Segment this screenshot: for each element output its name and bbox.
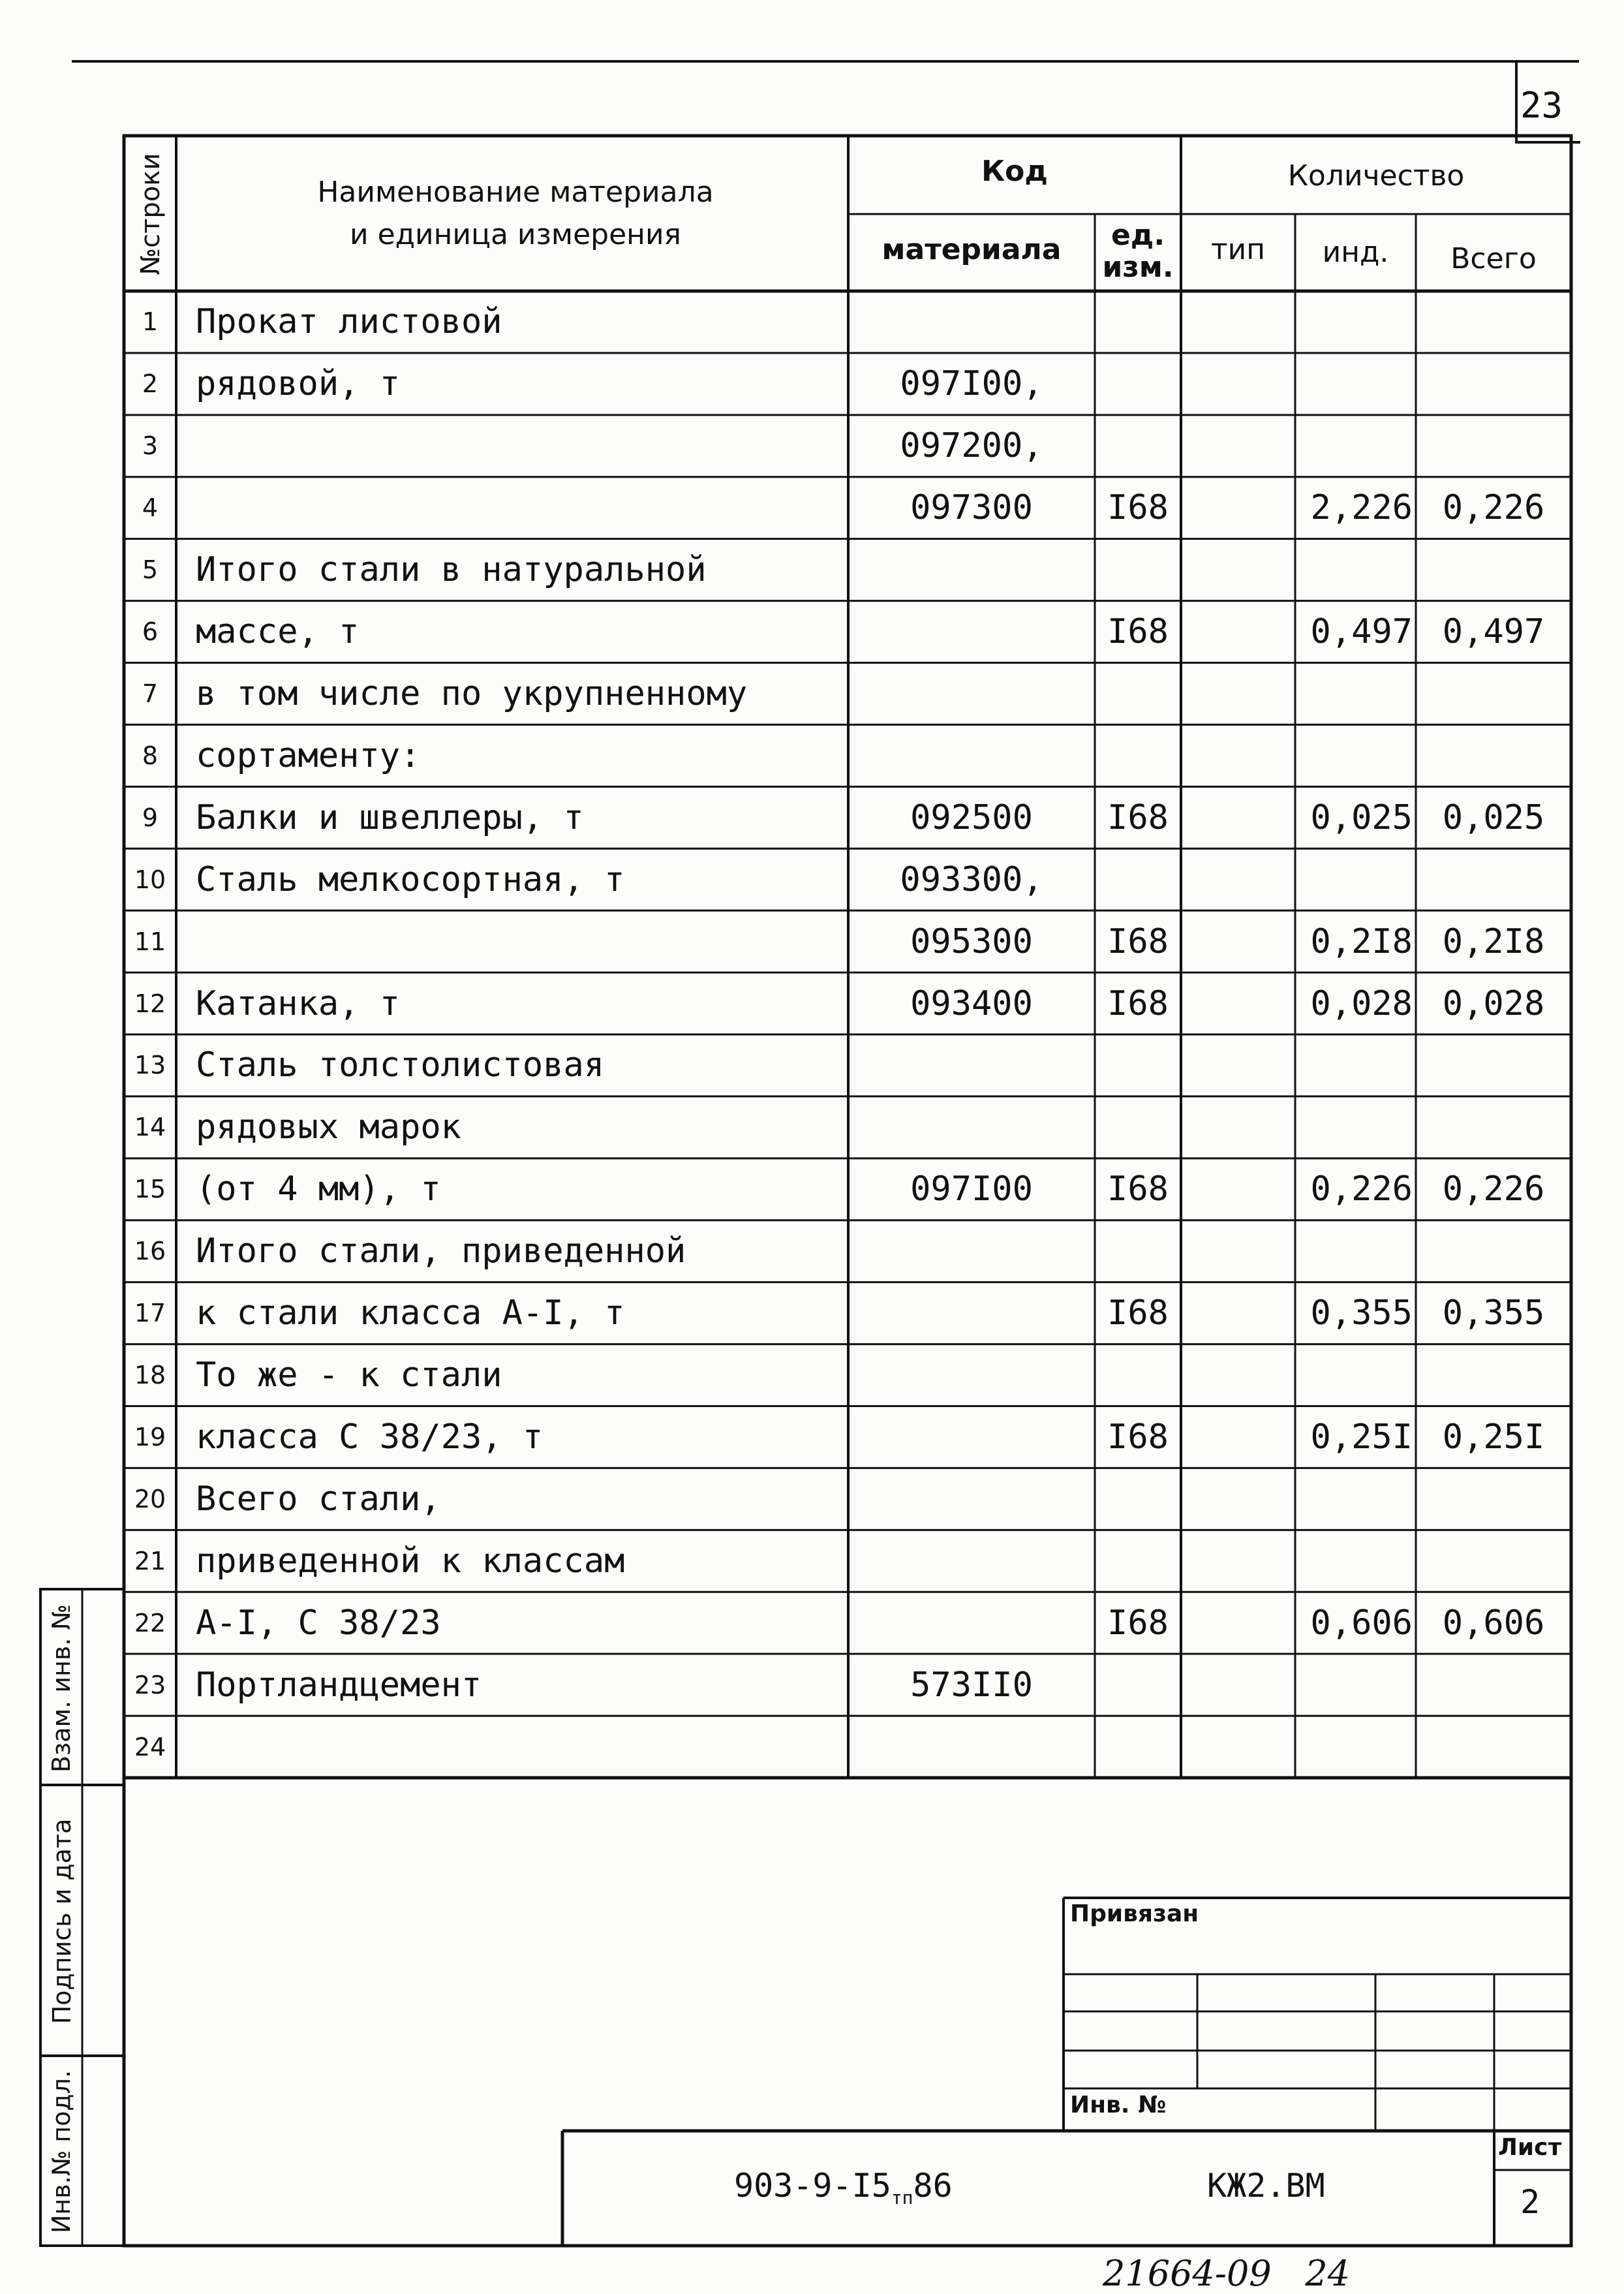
qty-total-cell: 0,226 [1442,1170,1545,1209]
material-code-cell [848,726,1095,785]
material-name-cell: Итого стали, приведенной [196,1232,686,1271]
qty-ind-cell [1295,1346,1413,1404]
unit-code-cell [1095,726,1181,785]
row-number: 11 [134,927,166,956]
row-number: 1 [142,307,159,337]
qty-total-cell [1416,850,1571,909]
row-number: 13 [134,1051,166,1080]
qty-total-cell: 0,606 [1442,1603,1545,1643]
material-name-cell: приведенной к классам [196,1541,625,1581]
row-number: 3 [142,431,159,461]
qty-ind-cell [1295,416,1413,475]
material-code-cell [848,1718,1095,1776]
material-name-cell [196,478,842,537]
qty-ind-cell: 0,226 [1310,1170,1413,1209]
qty-total-cell [1416,416,1571,475]
qty-ind-cell: 0,025 [1310,798,1413,837]
qty-total-cell: 0,25I [1442,1417,1545,1457]
qty-ind-cell [1295,1656,1413,1714]
material-name-cell: класса С 38/23, т [196,1417,544,1457]
side-label-podpis-data: Подпись и дата [48,1818,76,2024]
qty-ind-cell: 0,497 [1310,612,1413,652]
material-name-cell [196,416,842,475]
qty-total-cell: 0,2I8 [1442,922,1545,961]
material-name-cell: Катанка, т [196,984,401,1023]
doc-code: 903-9-I5 [734,2167,891,2205]
stamp-sheet-number: 2 [1520,2183,1540,2221]
qty-ind-cell [1295,850,1413,909]
header-unit-line2: изм. [1102,251,1174,284]
qty-ind-cell [1295,354,1413,413]
unit-code-cell: I68 [1107,1603,1169,1643]
material-code-cell [848,1408,1095,1466]
row-number: 19 [134,1422,166,1451]
qty-ind-cell [1295,726,1413,785]
header-unit-line1: ед. [1111,219,1165,252]
row-number: 5 [142,555,159,585]
row-number: 7 [142,679,159,708]
header-material-name-line2: и единица измерения [349,218,682,251]
unit-code-cell [1095,1470,1181,1528]
handwritten-note: 21664-09 24 [1103,2253,1350,2294]
row-number: 2 [142,369,159,399]
stamp-sheet-label: Лист [1498,2134,1562,2161]
header-qty-ind: инд. [1322,236,1389,269]
material-code-cell: 573II0 [910,1665,1033,1705]
unit-code-cell: I68 [1107,1170,1169,1209]
unit-code-cell: I68 [1107,798,1169,837]
stamp-mark: КЖ2.ВМ [1207,2167,1325,2205]
unit-code-cell [1095,1718,1181,1776]
material-code-cell [848,1346,1095,1404]
material-name-cell: массе, т [196,612,360,652]
qty-total-cell [1416,1346,1571,1404]
material-name-cell: рядовой, т [196,364,401,404]
unit-code-cell [1095,1222,1181,1280]
qty-ind-cell: 0,355 [1310,1294,1413,1333]
header-row-number: №строки [136,153,166,275]
qty-ind-cell [1295,1098,1413,1156]
row-number: 12 [134,989,166,1018]
qty-total-cell [1416,292,1571,351]
material-code-cell: 097I00 [910,1170,1033,1209]
qty-ind-cell: 0,028 [1310,984,1413,1023]
row-number: 18 [134,1361,166,1390]
material-code-cell [848,1284,1095,1342]
material-code-cell: 093300, [900,860,1043,899]
row-number: 9 [142,803,159,832]
material-code-cell: 092500 [910,798,1033,837]
qty-ind-cell [1295,664,1413,723]
stamp-inv-no: Инв. № [1070,2092,1167,2118]
row-number: 15 [134,1175,166,1204]
stamp-privyazan: Привязан [1070,1900,1199,1927]
qty-total-cell [1416,1222,1571,1280]
material-name-cell: рядовых марок [196,1108,461,1147]
qty-ind-cell [1295,540,1413,599]
unit-code-cell [1095,416,1181,475]
row-number: 6 [142,617,159,647]
stamp-document-code [734,2167,953,2209]
material-name-cell: к стали класса А-I, т [196,1294,625,1333]
doc-year: 86 [913,2167,953,2205]
material-code-cell [848,664,1095,723]
material-code-cell: 097300 [910,488,1033,528]
row-number: 8 [142,741,159,770]
material-code-cell: 095300 [910,922,1033,961]
qty-total-cell [1416,1718,1571,1776]
qty-ind-cell: 0,606 [1310,1603,1413,1643]
unit-code-cell [1095,540,1181,599]
row-number: 20 [134,1484,166,1513]
qty-total-cell [1416,540,1571,599]
unit-code-cell [1095,1346,1181,1404]
material-code-cell [848,1532,1095,1590]
doc-sub: тп [891,2187,913,2209]
material-code-cell [848,1594,1095,1652]
material-name-cell: Сталь толстолистовая [196,1046,605,1085]
row-number: 21 [134,1546,166,1575]
material-code-cell [848,1098,1095,1156]
row-number: 23 [134,1670,166,1699]
unit-code-cell: I68 [1107,984,1169,1023]
qty-total-cell [1416,354,1571,413]
unit-code-cell [1095,850,1181,909]
row-number: 24 [134,1732,166,1761]
header-quantity: Количество [1287,159,1465,193]
qty-ind-cell [1295,1532,1413,1590]
unit-code-cell: I68 [1107,1294,1169,1333]
material-code-cell [848,1036,1095,1094]
material-name-cell [196,912,842,971]
qty-total-cell: 0,497 [1442,612,1545,652]
qty-ind-cell [1295,1222,1413,1280]
material-code-cell [848,540,1095,599]
material-name-cell: А-I, С 38/23 [196,1603,441,1643]
row-number: 22 [134,1608,166,1637]
header-code: Код [981,155,1048,188]
qty-ind-cell [1295,1036,1413,1094]
unit-code-cell [1095,1098,1181,1156]
page-number: 23 [1520,85,1563,126]
qty-total-cell: 0,226 [1442,488,1545,528]
unit-code-cell: I68 [1107,612,1169,652]
unit-code-cell: I68 [1107,488,1169,528]
material-name-cell: Прокат листовой [196,302,502,342]
unit-code-cell [1095,1036,1181,1094]
material-code-cell [848,602,1095,661]
material-name-cell: Портландцемент [196,1665,482,1705]
unit-code-cell: I68 [1107,922,1169,961]
qty-total-cell [1416,664,1571,723]
side-label-vzam-inv: Взам. инв. № [47,1604,76,1773]
row-number: 14 [134,1113,166,1142]
qty-total-cell [1416,1470,1571,1528]
qty-total-cell: 0,355 [1442,1294,1545,1333]
material-name-cell: Всего стали, [196,1479,441,1519]
qty-ind-cell [1295,292,1413,351]
qty-total-cell [1416,1036,1571,1094]
header-material-name: Наименование материала [317,176,714,209]
qty-total-cell [1416,1532,1571,1590]
material-name-cell: То же - к стали [196,1356,502,1395]
qty-total-cell [1416,1098,1571,1156]
qty-ind-cell: 0,2I8 [1310,922,1413,961]
qty-ind-cell [1295,1718,1413,1776]
material-name-cell: Балки и швеллеры, т [196,798,584,837]
material-code-cell [848,292,1095,351]
material-name-cell [196,1718,842,1776]
unit-code-cell [1095,1532,1181,1590]
material-name-cell: сортаменту: [196,736,421,775]
material-name-cell: Итого стали в натуральной [196,550,707,590]
material-code-cell [848,1470,1095,1528]
unit-code-cell [1095,354,1181,413]
material-name-cell: в том числе по укрупненному [196,674,748,713]
qty-total-cell [1416,1656,1571,1714]
material-code-cell [848,1222,1095,1280]
qty-ind-cell: 0,25I [1310,1417,1413,1457]
material-name-cell: Сталь мелкосортная, т [196,860,625,899]
qty-ind-cell: 2,226 [1310,488,1413,528]
row-number: 17 [134,1299,166,1328]
unit-code-cell: I68 [1107,1417,1169,1457]
row-number: 10 [134,865,166,894]
unit-code-cell [1095,664,1181,723]
unit-code-cell [1095,292,1181,351]
material-code-cell: 097I00, [900,364,1043,404]
material-code-cell: 093400 [910,984,1033,1023]
row-number: 4 [142,493,159,523]
qty-total-cell: 0,028 [1442,984,1545,1023]
qty-ind-cell [1295,1470,1413,1528]
side-label-inv-podl: Инв.№ подл. [47,2069,76,2234]
material-name-cell: (от 4 мм), т [196,1170,441,1209]
unit-code-cell [1095,1656,1181,1714]
row-number: 16 [134,1237,166,1266]
header-code-material: материала [881,233,1062,266]
header-qty-type: тип [1211,233,1265,266]
header-qty-total: Всего [1450,242,1537,275]
qty-total-cell: 0,025 [1442,798,1545,837]
qty-total-cell [1416,726,1571,785]
material-code-cell: 097200, [900,426,1043,466]
